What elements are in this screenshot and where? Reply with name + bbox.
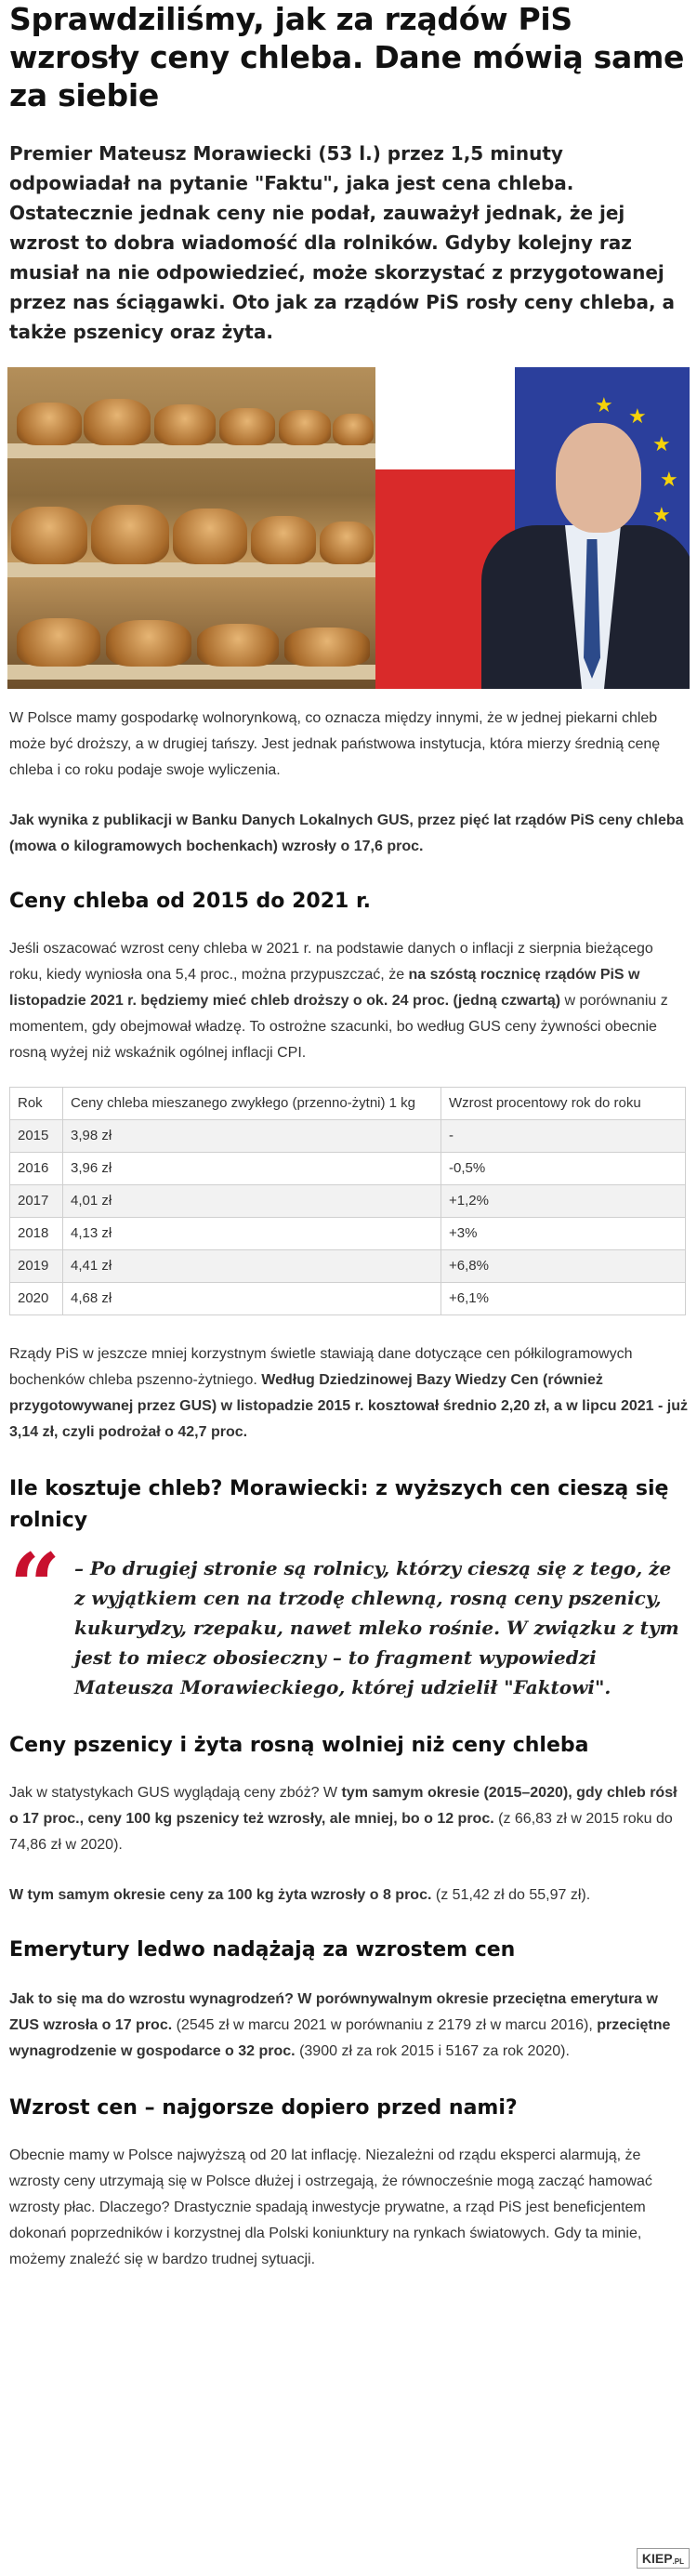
table-row: [10, 1185, 686, 1218]
table-header: Rok: [10, 1088, 63, 1120]
table-cell: 2015: [10, 1120, 63, 1153]
table-cell: 4,01 zł: [63, 1185, 441, 1218]
site-logo: KIEP.PL: [637, 2548, 690, 2569]
paragraph: Jak to się ma do wzrostu wynagrodzeń? W porównywalnym okresie przeciętna emerytura w ZUS wzrosła o 17 proc. (2545 zł w marcu 2021 w porównaniu z 2179 zł w marcu 2016), przeciętne wynagrodzenie w gospodarce o 32 proc. (3900 zł za rok 2015 i 5167 za rok 2020).: [9, 1991, 671, 2059]
table-cell: -: [441, 1120, 686, 1153]
table-cell: -0,5%: [441, 1153, 686, 1185]
person-head: [556, 423, 641, 533]
table-cell: 2017: [10, 1185, 63, 1218]
paragraph: Obecnie mamy w Polsce najwyższą od 20 lat inflację. Niezależni od rządu eksperci alarmują, że wzrosty ceny utrzymają się w Polsce dłużej i ostrzegają, że równocześnie mogą zacząć hamować wzrosty płac. Dlaczego? Drastycznie spadają inwestycje prywatne, a rząd PiS jest beneficjentem dokonań poprzedników i korzystnej dla Polski koniunktury na rynkach światowych. Gdy ta minie, możemy znaleźć się w bardzo trudnej sytuacji.: [9, 2147, 652, 2267]
table-cell: 4,41 zł: [63, 1250, 441, 1283]
table-cell: 4,68 zł: [63, 1283, 441, 1315]
politician-photo: ★ ★ ★ ★ ★: [375, 367, 690, 689]
table-cell: +6,8%: [441, 1250, 686, 1283]
table-header: Wzrost procentowy rok do roku: [441, 1088, 686, 1120]
table-row: [10, 1120, 686, 1153]
section-heading: Wzrost cen – najgorsze dopiero przed nami?: [9, 2096, 518, 2120]
paragraph: W Polsce mamy gospodarkę wolnorynkową, co oznacza między innymi, że w jednej piekarni chleb może być droższy, a w drugiej tańszy. Jest jednak państwowa instytucja, która mierzy średnią cenę chleba i co roku podaje swoje wyliczenia.: [9, 710, 661, 778]
table-cell: +6,1%: [441, 1283, 686, 1315]
table-row: [10, 1283, 686, 1315]
section-heading: Ceny pszenicy i żyta rosną wolniej niż ceny chleba: [9, 1734, 589, 1757]
section-heading: Emerytury ledwo nadążają za wzrostem cen: [9, 1938, 516, 1962]
table-row: [10, 1153, 686, 1185]
table-header-row: [10, 1088, 686, 1120]
table-row: [10, 1250, 686, 1283]
table-cell: 3,98 zł: [63, 1120, 441, 1153]
paragraph: Rządy PiS w jeszcze mniej korzystnym świetle stawiają dane dotyczące cen półkilogramowych bochenków chleba pszenno-żytniego. Według Dziedzinowej Bazy Wiedzy Cen (również przygotowywanej przez GUS) w listopadzie 2015 r. kosztował średnio 2,20 zł, a w lipcu 2021 - już 3,14 zł, czyli podrożał o 42,7 proc.: [9, 1346, 688, 1440]
table-cell: +1,2%: [441, 1185, 686, 1218]
paragraph: Jak wynika z publikacji w Banku Danych Lokalnych GUS, przez pięć lat rządów PiS ceny chleba (mowa o kilogramowych bochenkach) wzrosły o 17,6 proc.: [9, 812, 684, 854]
article-title: Sprawdziliśmy, jak za rządów PiS wzrosły ceny chleba. Dane mówią same za siebie: [9, 1, 685, 113]
pull-quote: [9, 1534, 688, 1702]
section-heading: Ile kosztuje chleb? Morawiecki: z wyższych cen cieszą się rolnicy: [9, 1477, 669, 1532]
bread-price-table: [9, 1087, 686, 1315]
bread-photo: [7, 367, 375, 689]
paragraph: W tym samym okresie ceny za 100 kg żyta wzrosły o 8 proc. (z 51,42 zł do 55,97 zł).: [9, 1887, 591, 1903]
table-cell: 2018: [10, 1218, 63, 1250]
hero-image: [7, 367, 690, 689]
quote-text: – Po drugiej stronie są rolnicy, którzy cieszą się z tego, że z wyjątkiem cen na trzodę chlewną, rosną ceny pszenicy, kukurydzy, rzepaku, nawet mleko rośnie. W związku z tym jest to miecz obosieczny – to fragment wypowiedzi Mateusza Morawieckiego, której udzielił "Faktowi".: [74, 1557, 679, 1698]
table-cell: 2019: [10, 1250, 63, 1283]
section-heading: Ceny chleba od 2015 do 2021 r.: [9, 890, 372, 913]
table-cell: 4,13 zł: [63, 1218, 441, 1250]
table-row: [10, 1218, 686, 1250]
table-cell: 2020: [10, 1283, 63, 1315]
table-header: Ceny chleba mieszanego zwykłego (przenno-żytni) 1 kg: [63, 1088, 441, 1120]
table-cell: 2016: [10, 1153, 63, 1185]
paragraph: Jeśli oszacować wzrost ceny chleba w 2021 r. na podstawie danych o inflacji z sierpnia bieżącego roku, kiedy wyniosła ona 5,4 proc., można przypuszczać, że na szóstą rocznicę rządów PiS w listopadzie 2021 r. będziemy mieć chleb droższy o ok. 24 proc. (jedną czwartą) w porównaniu z momentem, gdy obejmował władzę. To ostrożne szacunki, bo według GUS ceny żywności obecnie rosną wyżej niż wskaźnik ogólnej inflacji CPI.: [9, 941, 668, 1061]
quote-mark-icon: “: [9, 1534, 61, 1639]
article-lead: Premier Mateusz Morawiecki (53 l.) przez 1,5 minuty odpowiadał na pytanie "Faktu", jaka jest cena chleba. Ostatecznie jednak ceny nie podał, zauważył jednak, że jej wzrost to dobra wiadomość dla rolników. Gdyby kolejny raz musiał na nie odpowiedzieć, może skorzystać z przygotowanej przez nas ściągawki. Oto jak za rządów PiS rosły ceny chleba, a także pszenicy oraz żyta.: [9, 142, 676, 343]
table-cell: 3,96 zł: [63, 1153, 441, 1185]
paragraph: Jak w statystykach GUS wyglądają ceny zbóż? W tym samym okresie (2015–2020), gdy chleb rósł o 17 proc., ceny 100 kg pszenicy też wzrosły, ale mniej, bo o 12 proc. (z 66,83 zł w 2015 roku do 74,86 zł w 2020).: [9, 1785, 677, 1853]
table-cell: +3%: [441, 1218, 686, 1250]
